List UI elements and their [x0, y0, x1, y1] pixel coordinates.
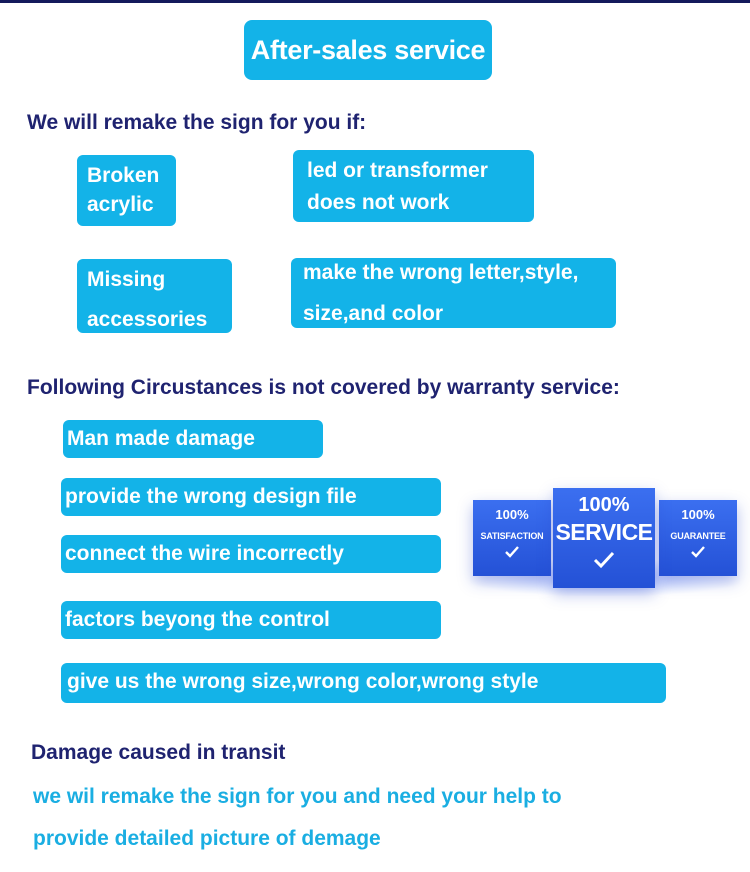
remake-item-missing-accessories — [77, 259, 232, 333]
remake-item-line: does not work — [307, 191, 450, 214]
badge-service — [553, 488, 655, 588]
badge-percent: 100% — [578, 494, 630, 516]
remake-item-line: accessories — [87, 308, 208, 331]
warranty-item-wrong-file: provide the wrong design file — [61, 478, 441, 516]
badge-satisfaction — [473, 500, 551, 576]
remake-item-line: led or transformer — [307, 159, 488, 182]
remake-item-line: Broken — [87, 164, 160, 187]
top-divider — [0, 0, 750, 3]
badge-label: SATISFACTION — [480, 531, 544, 541]
badge-percent: 100% — [495, 507, 529, 522]
transit-heading: Damage caused in transit — [31, 741, 286, 764]
badge-guarantee — [659, 500, 737, 576]
remake-item-led-transformer — [293, 150, 534, 222]
warranty-item-man-made: Man made damage — [63, 420, 323, 458]
checkmark-icon — [690, 545, 706, 559]
remake-heading: We will remake the sign for you if: — [27, 111, 367, 134]
remake-item-broken-acrylic — [77, 155, 176, 226]
remake-item-line: acrylic — [87, 193, 154, 216]
checkmark-icon — [504, 545, 520, 559]
remake-item-line: Missing — [87, 268, 166, 291]
badge-percent: 100% — [681, 507, 715, 522]
warranty-item-wrong-size: give us the wrong size,wrong color,wrong style — [61, 663, 666, 703]
transit-text-line-1: we wil remake the sign for you and need your help to — [33, 785, 562, 808]
remake-item-line: make the wrong letter,style, — [303, 261, 579, 284]
warranty-item-beyond-control: factors beyong the control — [61, 601, 441, 639]
badge-label: GUARANTEE — [670, 531, 726, 541]
checkmark-icon — [592, 550, 616, 570]
page-title: After-sales service — [244, 20, 492, 80]
transit-text-line-2: provide detailed picture of demage — [33, 827, 381, 850]
remake-item-line: size,and color — [303, 302, 444, 325]
remake-item-wrong-letter — [291, 258, 616, 328]
badge-label: SERVICE — [555, 519, 653, 545]
warranty-heading: Following Circustances is not covered by warranty service: — [27, 376, 620, 399]
warranty-item-wire: connect the wire incorrectly — [61, 535, 441, 573]
